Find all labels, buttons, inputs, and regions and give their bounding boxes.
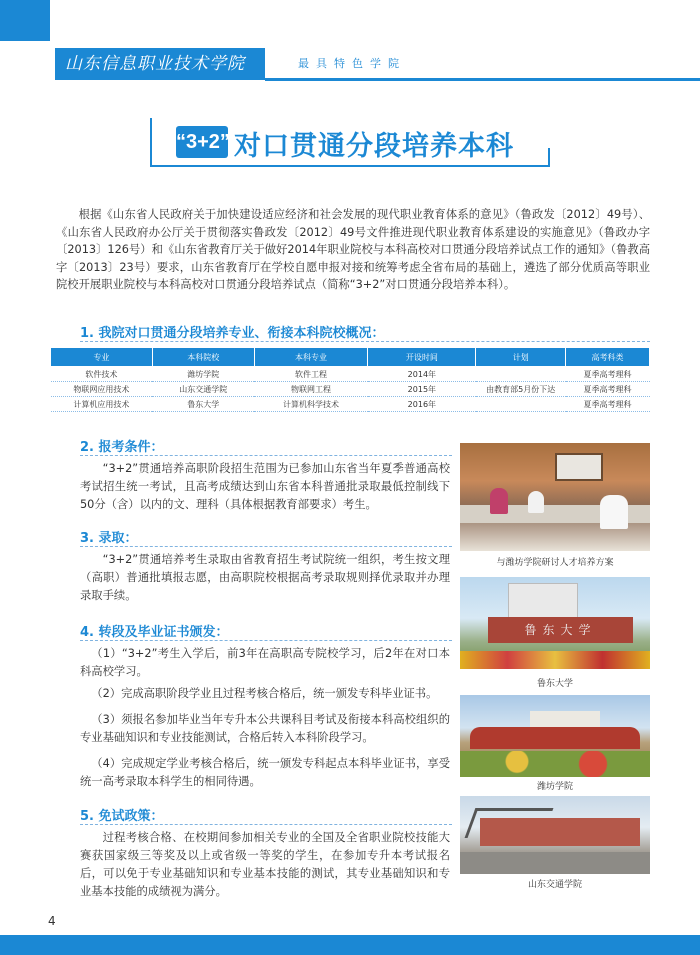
program-table bbox=[50, 347, 650, 412]
table-row bbox=[51, 382, 650, 397]
section-divider bbox=[80, 341, 650, 342]
table-header: 开设时间 bbox=[368, 348, 476, 367]
table-cell: 潍坊学院 bbox=[152, 367, 254, 382]
transfer-item: （3）须报名参加毕业当年专升本公共课科目考试及衔接本科高校组织的专业基础知识和专业技能测试，合格后转入本科阶段学习。 bbox=[80, 713, 450, 744]
table-cell: 软件工程 bbox=[254, 367, 368, 382]
footer-bar bbox=[0, 935, 700, 955]
table-cell: 鲁东大学 bbox=[152, 397, 254, 412]
table-row bbox=[51, 397, 650, 412]
title-text: 对口贯通分段培养本科 bbox=[234, 131, 514, 162]
table-cell: 软件技术 bbox=[51, 367, 153, 382]
table-row bbox=[51, 367, 650, 382]
table-header: 计划 bbox=[476, 348, 566, 367]
table-header: 专业 bbox=[51, 348, 153, 367]
section-title-overview: 1. 我院对口贯通分段培养专业、衔接本科院校概况： bbox=[80, 326, 385, 341]
transfer-item: （4）完成规定学业考核合格后，统一颁发专科起点本科毕业证书，享受统一高考录取本科学生的相同待遇。 bbox=[80, 757, 450, 788]
flower-bed bbox=[460, 751, 650, 777]
table-cell: 2014年 bbox=[368, 367, 476, 382]
university-gate-sign: 鲁东大学 bbox=[488, 617, 633, 643]
section-title-exemption: 5. 免试政策： bbox=[80, 809, 164, 824]
table-header: 本科院校 bbox=[152, 348, 254, 367]
table-cell: 夏季高考理科 bbox=[566, 367, 650, 382]
shandong-jiaotong-university-photo bbox=[460, 796, 650, 874]
table-cell bbox=[476, 367, 566, 382]
table-cell: 物联网工程 bbox=[254, 382, 368, 397]
building bbox=[480, 818, 640, 846]
table-header: 本科专业 bbox=[254, 348, 368, 367]
table-cell: 夏季高考理科 bbox=[566, 382, 650, 397]
meeting-photo bbox=[460, 443, 650, 551]
title-frame-right bbox=[548, 148, 550, 167]
photo-caption: 鲁东大学 bbox=[536, 679, 573, 689]
intro-paragraph: 根据《山东省人民政府关于加快建设适应经济和社会发展的现代职业教育体系的意见》（鲁政发〔2012〕49号）、《山东省人民政府办公厅关于贯彻落实鲁政发〔2012〕49号文件推进现代职业教育体系建设的实施意见》（鲁政办字〔2013〕126号）和《山东省教育厅关于做好2014年职业院校与本科高校对口贯通分段培养试点工作的通知》（鲁教高字〔2013〕23号）要求，山东省教育厅在学校自愿申报对接和统筹考虑全省布局的基础上，遴选了部分优质高等职业院校开展职业院校与本科高校对口贯通分段培养试点（简称“3+2”对口贯通分段培养本科）。 bbox=[56, 208, 650, 291]
table-cell: 计算机应用技术 bbox=[51, 397, 153, 412]
weifang-university-photo bbox=[460, 695, 650, 777]
table-header-row bbox=[51, 348, 650, 367]
person-figure bbox=[600, 495, 628, 529]
table-cell: 2016年 bbox=[368, 397, 476, 412]
page-title bbox=[150, 118, 550, 166]
table-cell: 2015年 bbox=[368, 382, 476, 397]
person-figure bbox=[528, 491, 544, 513]
section-title-eligibility: 2. 报考条件： bbox=[80, 440, 164, 455]
archway bbox=[470, 727, 640, 749]
school-name-banner: 山东信息职业技术学院 bbox=[55, 48, 265, 80]
transfer-item: （2）完成高职阶段学业且过程考核合格后，统一颁发专科毕业证书。 bbox=[91, 687, 438, 700]
table-cell bbox=[476, 397, 566, 412]
table-cell: 物联网应用技术 bbox=[51, 382, 153, 397]
header-corner-block bbox=[0, 0, 50, 41]
exemption-paragraph: 过程考核合格、在校期间参加相关专业的全国及全省职业院校技能大赛获国家级三等奖及以上或省级一等奖的学生，在参加专升本考试报名后，可以免于专业基础知识和专业基本技能的测试，其专业基础知识和专业基本技能的成绩视为满分。 bbox=[80, 831, 450, 898]
person-figure bbox=[490, 488, 508, 514]
photo-caption: 潍坊学院 bbox=[536, 782, 573, 792]
photo-caption: 与潍坊学院研讨人才培养方案 bbox=[496, 558, 614, 568]
section-title-admission: 3. 录取： bbox=[80, 531, 138, 546]
table-cell: 山东交通学院 bbox=[152, 382, 254, 397]
page-number: 4 bbox=[48, 914, 56, 928]
title-frame-left bbox=[150, 118, 152, 167]
ludong-university-photo bbox=[460, 577, 650, 669]
transfer-item: （1）“3+2”考生入学后，前3年在高职高专院校学习，后2年在对口本科高校学习。 bbox=[80, 647, 450, 678]
table-header: 高考科类 bbox=[566, 348, 650, 367]
header-slogan: 最具特色学院 bbox=[298, 57, 406, 70]
title-badge: “3+2” bbox=[176, 126, 228, 158]
photo-caption: 山东交通学院 bbox=[527, 880, 582, 890]
table-cell: 由教育部5月份下达 bbox=[476, 382, 566, 397]
section-divider bbox=[80, 824, 452, 825]
projection-screen bbox=[555, 453, 603, 481]
table-cell: 计算机科学技术 bbox=[254, 397, 368, 412]
flower-bed bbox=[460, 651, 650, 669]
section-title-transfer: 4. 转段及毕业证书颁发： bbox=[80, 625, 229, 640]
title-underline bbox=[150, 165, 550, 167]
section-divider bbox=[80, 546, 452, 547]
eligibility-paragraph: “3+2”贯通培养高职阶段招生范围为已参加山东省当年夏季普通高校考试招生统一考试，且高考成绩达到山东省本科普通批录取最低控制线下50分（含）以内的文、理科（具体根据教育部要求）考生。 bbox=[80, 462, 450, 511]
section-divider bbox=[80, 455, 452, 456]
admission-paragraph: “3+2”贯通培养考生录取由省教育招生考试院统一组织，考生按文理（高职）普通批填报志愿，由高职院校根据高考录取规则择优录取并办理录取手续。 bbox=[80, 553, 450, 602]
table-cell: 夏季高考理科 bbox=[566, 397, 650, 412]
road bbox=[460, 852, 650, 874]
header-divider bbox=[265, 78, 700, 81]
section-divider bbox=[80, 640, 452, 641]
